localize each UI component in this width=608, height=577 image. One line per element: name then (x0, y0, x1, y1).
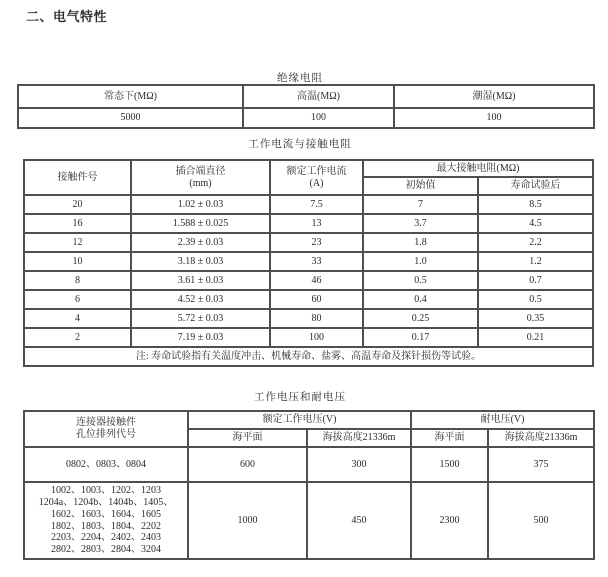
value-cell: 0.5 (478, 290, 593, 309)
voltage-table (23, 410, 595, 560)
header-cell: 高温(MΩ) (243, 85, 394, 108)
value-cell: 2.2 (478, 233, 593, 252)
value-cell: 0.35 (478, 309, 593, 328)
value-cell: 1000 (188, 482, 307, 559)
header-cell: 最大接触电阻(MΩ) (363, 160, 593, 177)
value-cell: 3.7 (363, 214, 478, 233)
code-line: 1602、1603、1604、1605 (51, 508, 161, 520)
current-table (23, 159, 594, 367)
header-cell: 耐电压(V) (411, 411, 594, 429)
value-cell: 100 (394, 108, 594, 128)
value-cell: 600 (188, 447, 307, 482)
header-cell: 初始值 (363, 177, 478, 195)
value-cell: 33 (270, 252, 363, 271)
value-cell: 12 (24, 233, 131, 252)
value-cell: 4 (24, 309, 131, 328)
table-row (24, 214, 593, 233)
value-cell: 7 (363, 195, 478, 214)
value-cell: 300 (307, 447, 411, 482)
value-cell: 6 (24, 290, 131, 309)
value-cell: 8.5 (478, 195, 593, 214)
code-line: 1204a、1204b、1404b、1405、 (38, 496, 174, 508)
value-cell: 1.0 (363, 252, 478, 271)
code-line: 1002、1003、1202、1203 (51, 485, 161, 497)
table-row (24, 290, 593, 309)
code-line: 1802、1803、1804、2202 (51, 520, 161, 532)
table-row (24, 309, 593, 328)
value-cell: 16 (24, 214, 131, 233)
value-cell: 7.19 ± 0.03 (131, 328, 270, 347)
header-cell (131, 160, 270, 195)
table-row (18, 108, 594, 128)
header-cell (24, 411, 188, 447)
header-line: 连接器接触件 (76, 417, 136, 429)
codes-cell: 0802、0803、0804 (24, 447, 188, 482)
table-row (24, 482, 594, 559)
header-cell: 潮湿(MΩ) (394, 85, 594, 108)
header-line: (mm) (189, 177, 212, 189)
value-cell: 2300 (411, 482, 488, 559)
value-cell: 4.52 ± 0.03 (131, 290, 270, 309)
section-heading: 二、电气特性 (26, 9, 108, 24)
table-row (18, 85, 594, 108)
voltage-table-title: 工作电压和耐电压 (254, 392, 346, 403)
value-cell: 46 (270, 271, 363, 290)
value-cell: 0.5 (363, 271, 478, 290)
codes-cell (24, 482, 188, 559)
value-cell: 0.4 (363, 290, 478, 309)
value-cell: 1.588 ± 0.025 (131, 214, 270, 233)
table-row (24, 195, 593, 214)
value-cell: 60 (270, 290, 363, 309)
table-row (24, 233, 593, 252)
value-cell: 20 (24, 195, 131, 214)
value-cell: 5000 (18, 108, 243, 128)
value-cell: 375 (488, 447, 594, 482)
value-cell: 1.8 (363, 233, 478, 252)
value-cell: 500 (488, 482, 594, 559)
header-cell (270, 160, 363, 195)
value-cell: 0.21 (478, 328, 593, 347)
value-cell: 4.5 (478, 214, 593, 233)
value-cell: 0.7 (478, 271, 593, 290)
value-cell: 0.25 (363, 309, 478, 328)
table-row (24, 447, 594, 482)
value-cell: 0.17 (363, 328, 478, 347)
table-row (24, 252, 593, 271)
header-cell: 海平面 (188, 429, 307, 447)
value-cell: 100 (243, 108, 394, 128)
header-cell: 常态下(MΩ) (18, 85, 243, 108)
header-line: 孔位排列代号 (76, 429, 136, 440)
value-cell: 3.61 ± 0.03 (131, 271, 270, 290)
value-cell: 1500 (411, 447, 488, 482)
value-cell: 80 (270, 309, 363, 328)
value-cell: 23 (270, 233, 363, 252)
table-row (24, 347, 593, 366)
table-row (24, 160, 593, 177)
header-cell: 接触件号 (24, 160, 131, 195)
insulation-table (17, 84, 595, 129)
value-cell: 450 (307, 482, 411, 559)
value-cell: 100 (270, 328, 363, 347)
table-row (24, 328, 593, 347)
value-cell: 2.39 ± 0.03 (131, 233, 270, 252)
header-cell: 海平面 (411, 429, 488, 447)
table-row (24, 411, 594, 429)
header-cell: 寿命试验后 (478, 177, 593, 195)
value-cell: 1.02 ± 0.03 (131, 195, 270, 214)
code-line: 2802、2803、2804、3204 (51, 544, 161, 556)
header-cell: 海拔高度21336m (307, 429, 411, 447)
header-line: 插合端直径 (175, 165, 226, 177)
header-cell: 额定工作电压(V) (188, 411, 411, 429)
value-cell: 3.18 ± 0.03 (131, 252, 270, 271)
insulation-table-title: 绝缘电阻 (277, 73, 323, 84)
note-cell: 注: 寿命试验指有关温度冲击、机械寿命、盐雾、高温寿命及探针损伤等试验。 (24, 347, 593, 366)
header-line: 额定工作电流 (286, 165, 347, 177)
table-row (24, 271, 593, 290)
value-cell: 13 (270, 214, 363, 233)
value-cell: 7.5 (270, 195, 363, 214)
current-table-title: 工作电流与接触电阻 (248, 139, 352, 150)
value-cell: 2 (24, 328, 131, 347)
header-line: (A) (309, 177, 324, 189)
value-cell: 1.2 (478, 252, 593, 271)
header-cell: 海拔高度21336m (488, 429, 594, 447)
value-cell: 10 (24, 252, 131, 271)
value-cell: 5.72 ± 0.03 (131, 309, 270, 328)
code-line: 2203、2204、2402、2403 (51, 532, 161, 544)
value-cell: 8 (24, 271, 131, 290)
